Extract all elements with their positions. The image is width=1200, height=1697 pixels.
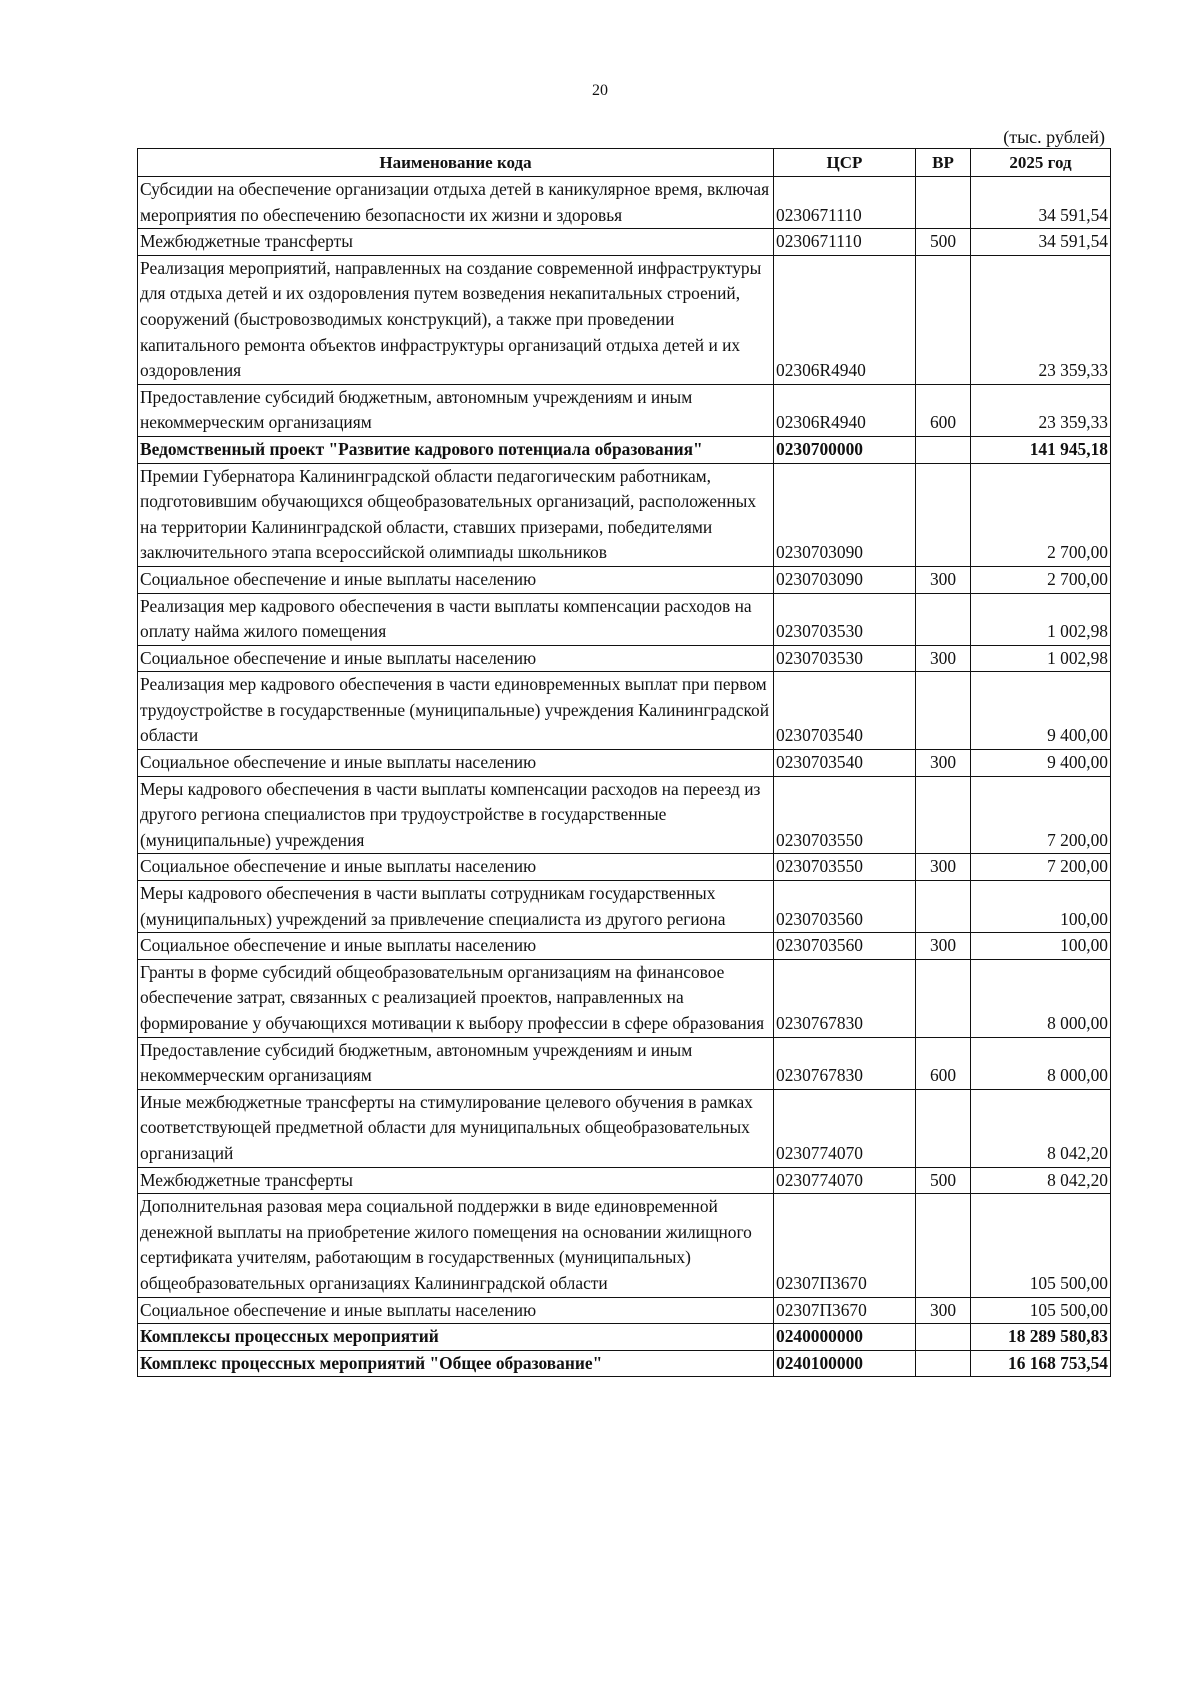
cell-csr: 0230703530 bbox=[774, 593, 916, 645]
cell-csr: 0230767830 bbox=[774, 1037, 916, 1089]
cell-vr: 300 bbox=[916, 566, 971, 593]
cell-vr bbox=[916, 1324, 971, 1351]
table-row bbox=[138, 881, 1111, 933]
header-vr: ВР bbox=[916, 149, 971, 177]
cell-name: Межбюджетные трансферты bbox=[138, 1167, 774, 1194]
cell-name: Предоставление субсидий бюджетным, автономным учреждениям и иным некоммерческим организациям bbox=[138, 384, 774, 436]
cell-name: Комплекс процессных мероприятий "Общее образование" bbox=[138, 1350, 774, 1377]
table-row bbox=[138, 959, 1111, 1037]
cell-sum: 105 500,00 bbox=[971, 1194, 1111, 1297]
table-row bbox=[138, 1089, 1111, 1167]
cell-vr bbox=[916, 436, 971, 463]
budget-table bbox=[137, 148, 1111, 1377]
cell-csr: 02306R4940 bbox=[774, 384, 916, 436]
cell-csr: 0240100000 bbox=[774, 1350, 916, 1377]
cell-sum: 18 289 580,83 bbox=[971, 1324, 1111, 1351]
cell-vr bbox=[916, 672, 971, 750]
cell-sum: 2 700,00 bbox=[971, 463, 1111, 566]
cell-sum: 100,00 bbox=[971, 933, 1111, 960]
cell-vr: 500 bbox=[916, 229, 971, 256]
table-row bbox=[138, 1324, 1111, 1351]
unit-note: (тыс. рублей) bbox=[1003, 127, 1105, 147]
cell-csr: 0230703090 bbox=[774, 463, 916, 566]
cell-csr: 0230700000 bbox=[774, 436, 916, 463]
cell-vr: 300 bbox=[916, 854, 971, 881]
cell-sum: 8 000,00 bbox=[971, 959, 1111, 1037]
table-row bbox=[138, 1167, 1111, 1194]
table-row bbox=[138, 177, 1111, 229]
cell-sum: 1 002,98 bbox=[971, 645, 1111, 672]
cell-name: Социальное обеспечение и иные выплаты населению bbox=[138, 566, 774, 593]
cell-csr: 0230671110 bbox=[774, 177, 916, 229]
cell-vr bbox=[916, 1350, 971, 1377]
cell-name: Меры кадрового обеспечения в части выплаты сотрудникам государственных (муниципальных) учреждений за привлечение специалиста из другого региона bbox=[138, 881, 774, 933]
table-row bbox=[138, 566, 1111, 593]
cell-name: Комплексы процессных мероприятий bbox=[138, 1324, 774, 1351]
cell-vr: 600 bbox=[916, 384, 971, 436]
cell-csr: 0230703090 bbox=[774, 566, 916, 593]
table-row bbox=[138, 229, 1111, 256]
cell-sum: 141 945,18 bbox=[971, 436, 1111, 463]
cell-name: Премии Губернатора Калининградской области педагогическим работникам, подготовившим обучающихся общеобразовательных организаций, расположенных на территории Калининградской области, ставших призерами, победителями заключительного этапа всероссийской олимпиады школьников bbox=[138, 463, 774, 566]
cell-name: Социальное обеспечение и иные выплаты населению bbox=[138, 854, 774, 881]
table-row bbox=[138, 933, 1111, 960]
cell-vr bbox=[916, 593, 971, 645]
cell-sum: 9 400,00 bbox=[971, 672, 1111, 750]
cell-sum: 34 591,54 bbox=[971, 229, 1111, 256]
cell-sum: 7 200,00 bbox=[971, 854, 1111, 881]
cell-vr: 300 bbox=[916, 1297, 971, 1324]
table-row bbox=[138, 593, 1111, 645]
cell-vr bbox=[916, 177, 971, 229]
cell-vr: 600 bbox=[916, 1037, 971, 1089]
cell-sum: 8 042,20 bbox=[971, 1167, 1111, 1194]
cell-sum: 8 000,00 bbox=[971, 1037, 1111, 1089]
cell-csr: 02307П3670 bbox=[774, 1194, 916, 1297]
table-header-row bbox=[138, 149, 1111, 177]
cell-csr: 0230703560 bbox=[774, 933, 916, 960]
cell-sum: 1 002,98 bbox=[971, 593, 1111, 645]
cell-csr: 0230774070 bbox=[774, 1167, 916, 1194]
table-row bbox=[138, 1297, 1111, 1324]
table-row bbox=[138, 672, 1111, 750]
table-row bbox=[138, 750, 1111, 777]
cell-csr: 0230703540 bbox=[774, 750, 916, 777]
table-row bbox=[138, 384, 1111, 436]
cell-vr bbox=[916, 959, 971, 1037]
cell-sum: 8 042,20 bbox=[971, 1089, 1111, 1167]
table-row bbox=[138, 645, 1111, 672]
table-row bbox=[138, 1350, 1111, 1377]
cell-sum: 34 591,54 bbox=[971, 177, 1111, 229]
cell-name: Субсидии на обеспечение организации отдыха детей в каникулярное время, включая мероприятия по обеспечению безопасности их жизни и здоровья bbox=[138, 177, 774, 229]
page-number: 20 bbox=[592, 82, 608, 99]
cell-csr: 0230767830 bbox=[774, 959, 916, 1037]
cell-csr: 0230703560 bbox=[774, 881, 916, 933]
table-row bbox=[138, 1194, 1111, 1297]
cell-csr: 0230703540 bbox=[774, 672, 916, 750]
cell-csr: 0230703550 bbox=[774, 854, 916, 881]
cell-name: Социальное обеспечение и иные выплаты населению bbox=[138, 1297, 774, 1324]
cell-name: Межбюджетные трансферты bbox=[138, 229, 774, 256]
table-body bbox=[138, 177, 1111, 1377]
cell-name: Социальное обеспечение и иные выплаты населению bbox=[138, 933, 774, 960]
table-row bbox=[138, 463, 1111, 566]
cell-csr: 02306R4940 bbox=[774, 255, 916, 384]
cell-vr bbox=[916, 463, 971, 566]
cell-name: Ведомственный проект "Развитие кадрового потенциала образования" bbox=[138, 436, 774, 463]
cell-vr: 500 bbox=[916, 1167, 971, 1194]
cell-name: Иные межбюджетные трансферты на стимулирование целевого обучения в рамках соответствующей предметной области для муниципальных общеобразовательных организаций bbox=[138, 1089, 774, 1167]
table-row bbox=[138, 436, 1111, 463]
cell-vr bbox=[916, 881, 971, 933]
header-name: Наименование кода bbox=[138, 149, 774, 177]
cell-name: Гранты в форме субсидий общеобразовательным организациям на финансовое обеспечение затрат, связанных с реализацией проектов, направленных на формирование у обучающихся мотивации к выбору профессии в сфере образования bbox=[138, 959, 774, 1037]
cell-sum: 100,00 bbox=[971, 881, 1111, 933]
cell-sum: 23 359,33 bbox=[971, 255, 1111, 384]
cell-sum: 7 200,00 bbox=[971, 776, 1111, 854]
cell-vr bbox=[916, 1194, 971, 1297]
cell-name: Социальное обеспечение и иные выплаты населению bbox=[138, 750, 774, 777]
header-sum: 2025 год bbox=[971, 149, 1111, 177]
table-row bbox=[138, 1037, 1111, 1089]
cell-csr: 0230703530 bbox=[774, 645, 916, 672]
cell-sum: 9 400,00 bbox=[971, 750, 1111, 777]
cell-name: Социальное обеспечение и иные выплаты населению bbox=[138, 645, 774, 672]
cell-sum: 16 168 753,54 bbox=[971, 1350, 1111, 1377]
cell-sum: 105 500,00 bbox=[971, 1297, 1111, 1324]
cell-csr: 02307П3670 bbox=[774, 1297, 916, 1324]
cell-vr bbox=[916, 776, 971, 854]
table-row bbox=[138, 854, 1111, 881]
table-row bbox=[138, 255, 1111, 384]
table-row bbox=[138, 776, 1111, 854]
cell-name: Реализация мер кадрового обеспечения в части единовременных выплат при первом трудоустройстве в государственные (муниципальные) учреждения Калининградской области bbox=[138, 672, 774, 750]
cell-name: Реализация мероприятий, направленных на создание современной инфраструктуры для отдыха детей и их оздоровления путем возведения некапитальных строений, сооружений (быстровозводимых конструкций), а также при проведении капитального ремонта объектов инфраструктуры организаций отдыха детей и их оздоровления bbox=[138, 255, 774, 384]
cell-name: Дополнительная разовая мера социальной поддержки в виде единовременной денежной выплаты на приобретение жилого помещения на основании жилищного сертификата учителям, работающим в государственных (муниципальных) общеобразовательных организациях Калининградской области bbox=[138, 1194, 774, 1297]
cell-csr: 0230671110 bbox=[774, 229, 916, 256]
cell-vr bbox=[916, 255, 971, 384]
cell-vr: 300 bbox=[916, 645, 971, 672]
cell-csr: 0230774070 bbox=[774, 1089, 916, 1167]
cell-vr: 300 bbox=[916, 750, 971, 777]
cell-csr: 0240000000 bbox=[774, 1324, 916, 1351]
cell-name: Предоставление субсидий бюджетным, автономным учреждениям и иным некоммерческим организациям bbox=[138, 1037, 774, 1089]
cell-vr bbox=[916, 1089, 971, 1167]
cell-vr: 300 bbox=[916, 933, 971, 960]
cell-name: Реализация мер кадрового обеспечения в части выплаты компенсации расходов на оплату найма жилого помещения bbox=[138, 593, 774, 645]
cell-csr: 0230703550 bbox=[774, 776, 916, 854]
cell-name: Меры кадрового обеспечения в части выплаты компенсации расходов на переезд из другого региона специалистов при трудоустройстве в государственные (муниципальные) учреждения bbox=[138, 776, 774, 854]
cell-sum: 23 359,33 bbox=[971, 384, 1111, 436]
cell-sum: 2 700,00 bbox=[971, 566, 1111, 593]
header-csr: ЦСР bbox=[774, 149, 916, 177]
